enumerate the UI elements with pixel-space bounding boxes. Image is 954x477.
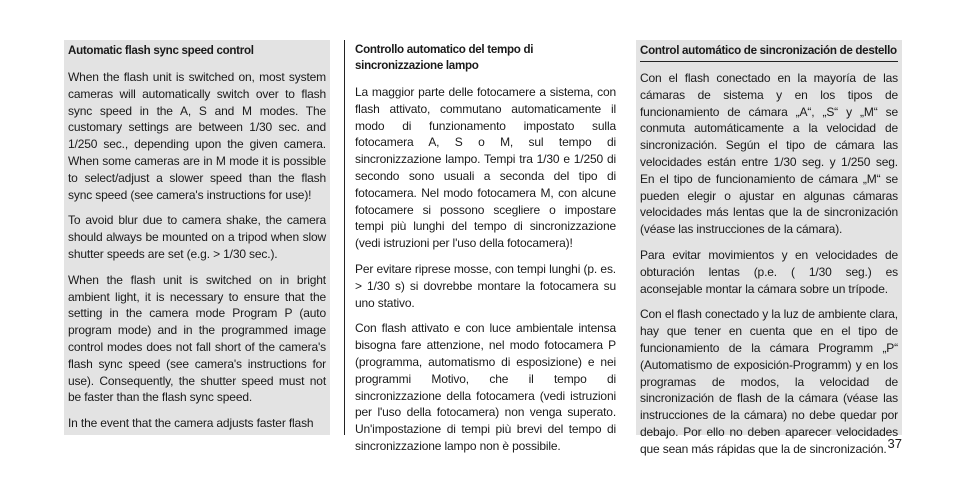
english-paragraph-3: When the flash unit is switched on in bright ambient light, it is necessary to ensure that the setting in the camera mode Program P (auto program mode) and in the programmed image control modes does not fall short of the camera's flash sync speed (see camera's instructions for use). Consequently, the shutter speed must not be faster than the flash sync speed. — [68, 272, 326, 405]
english-paragraph-4: In the event that the camera adjusts faster flash — [68, 416, 314, 431]
italian-paragraph-1: La maggior parte delle fotocamere a sistema, con flash attivato, commutano automaticamente il modo di funzionamento impostato sulla fotocamera A, S o M, sul tempo di sincronizzazione lampo. Tempi tra 1/30 e 1/250 di secondo sono usuali a seconda del tipo di fotocamera. Nel modo fotocamera M, con alcune fotocamere si possono scegliere o impostare tempi più lunghi del tempo di sincronizzazione (vedi istruzioni per l'uso della fotocamera)! — [355, 85, 616, 251]
italian-column — [344, 40, 622, 453]
english-heading: Automatic flash sync speed control — [68, 44, 254, 57]
spanish-paragraph-1: Con el flash conectado en la mayoría de las cámaras de sistema y en los tipos de funcionamiento de cámara „A“, „S“ y „M“ se conmuta automáticamente a la velocidad de sincronización. Según el tipo de cámara las velocidades están entre 1/30 seg. y 1/250 seg. En el tipo de funcionamiento de cámara „M“ se pueden elegir o ajustar en algunas cámaras velocidades más lentas que la de sincronización (véase las instrucciones de la cámara). — [640, 71, 898, 237]
spanish-heading-rule — [640, 61, 898, 62]
page-number: 37 — [887, 436, 902, 451]
italian-heading: Controllo automatico del tempo di sincronizzazione lampo — [355, 43, 534, 72]
english-column — [64, 40, 330, 435]
italian-paragraph-3: Con flash attivato e con luce ambientale intensa bisogna fare attenzione, nel modo fotocamera P (programma, automatismo di esposizione) e nei programmi Motivo, che il tempo di sincronizzazione della fotocamera (vedi istruzioni per l'uso della fotocamera) non venga superato. Un'impostazione di tempi più brevi del tempo di sincronizzazione lampo non è possibile. — [355, 321, 616, 453]
italian-paragraph-2: Per evitare riprese mosse, con tempi lunghi (p. es. > 1/30 s) si dovrebbe montare la fotocamera su uno stativo. — [355, 261, 616, 310]
spanish-heading: Control automático de sincronización de destello — [640, 44, 897, 57]
english-paragraph-2: To avoid blur due to camera shake, the camera should always be mounted on a tripod when slow shutter speeds are set (e.g. > 1/30 sec.). — [68, 213, 326, 261]
spanish-paragraph-2: Para evitar movimientos y en velocidades de obturación lentas (p.e. ( 1/30 seg.) es aconsejable montar la cámara sobre un trípode. — [640, 247, 898, 296]
english-paragraph-1: When the flash unit is switched on, most system cameras will automatically switch over to flash sync speed in the A, S and M modes. The customary settings are between 1/30 sec. and 1/250 sec., depending upon the given camera. When some cameras are in M mode it is possible to select/adjust a slower speed than the flash sync speed (see camera's instructions for use)! — [68, 70, 326, 202]
spanish-paragraph-3: Con el flash conectado y la luz de ambiente clara, hay que tener en cuenta que en el tipo de funcionamiento de la cámara Programm „P“ (Automatismo de exposición-Programm) y en los programas de modos, la velocidad de sincronización de flash de la cámara (véase las instrucciones de la cámara) no debe quedar por debajo. Por ello no deben aparecer velocidades que sean más rápidas que la de sincronización. — [640, 307, 898, 456]
